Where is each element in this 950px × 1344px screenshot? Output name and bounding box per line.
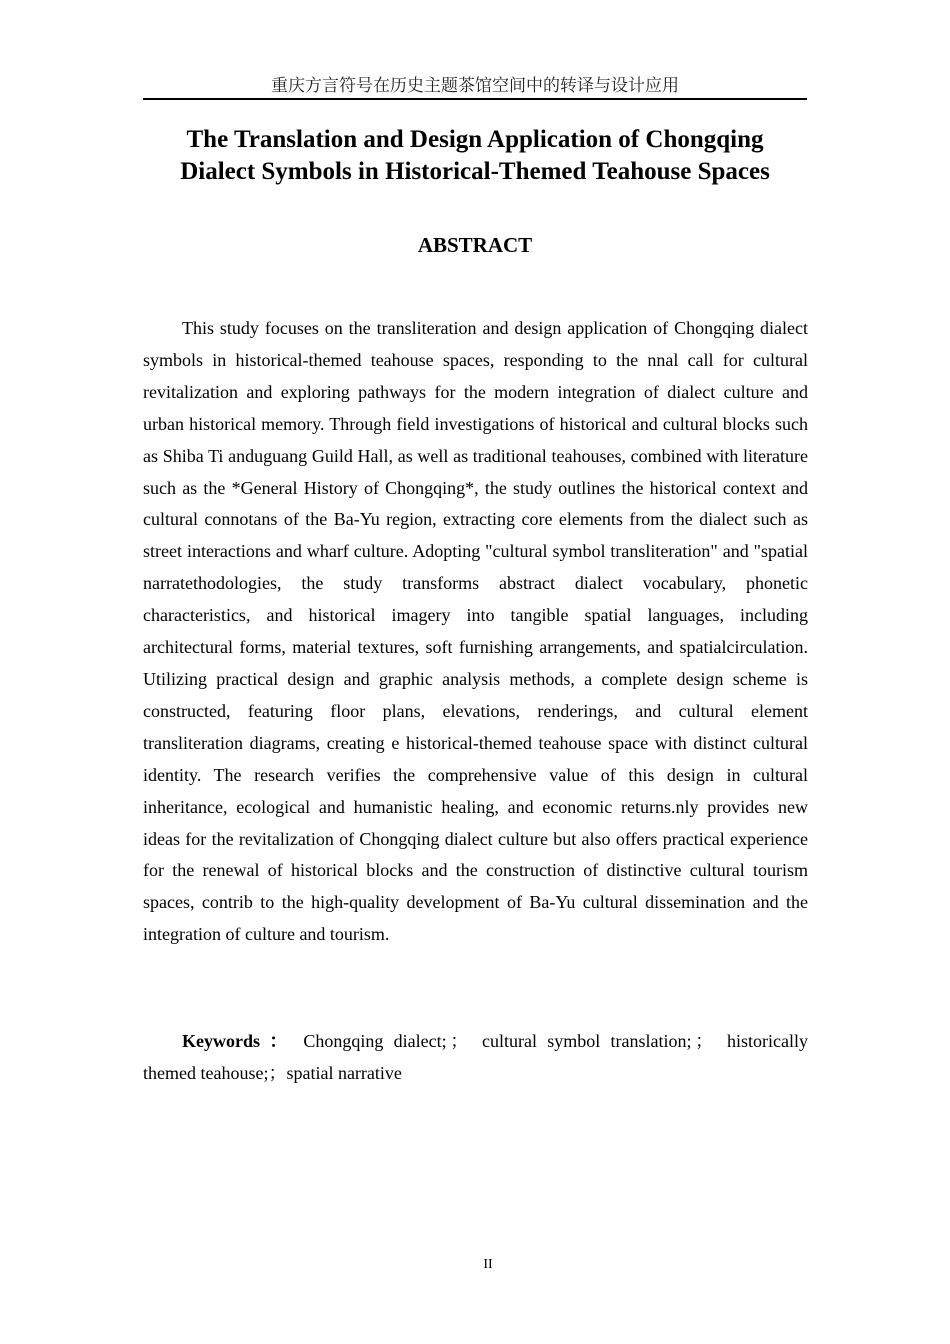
running-header-title: 重庆方言符号在历史主题茶馆空间中的转译与设计应用 [271, 76, 679, 96]
abstract-body: This study focuses on the transliteration and design application of Chongqing dialect symbols in historical-themed teahouse spaces, responding to the nnal call for cultural revitalization and exploring pathways for the modern integration of dialect culture and urban historical memory. Through field investigations of historical and cultural blocks such as Shiba Ti anduguang Guild Hall, as well as traditional teahouses, combined with literature such as the *General History of Chongqing*, the study outlines the historical context and cultural connotans of the Ba-Yu region, extracting core elements from the dialect such as street interactions and wharf culture. Adopting "cultural symbol transliteration" and "spatial narratethodologies, the study transforms abstract dialect vocabulary, phonetic characteristics, and historical imagery into tangible spatial languages, including architectural forms, material textures, soft furnishing arrangements, and spatialcirculation. Utilizing practical design and graphic analysis methods, a complete design scheme is constructed, featuring floor plans, elevations, renderings, and cultural element transliteration diagrams, creating e historical-themed teahouse space with distinct cultural identity. The research verifies the comprehensive value of this design in cultural inheritance, ecological and humanistic healing, and economic returns.nly provides new ideas for the revitalization of Chongqing dialect culture but also offers practical experience for the renewal of historical blocks and the construction of distinctive cultural tourism spaces, contrib to the high-quality development of Ba-Yu cultural dissemination and the integration of culture and tourism. [143, 318, 808, 945]
page-number: II [483, 1257, 493, 1272]
abstract-heading: ABSTRACT [417, 233, 533, 257]
document-title [120, 124, 830, 188]
title-line-1: The Translation and Design Application of Chongqing [186, 126, 764, 153]
keywords-paragraph [143, 1025, 808, 1089]
header-rule [143, 98, 807, 100]
keywords-text: Chongqing dialect; ； cultural symbol translation; ； historically themed teahouse;；spatial narrative [143, 1031, 808, 1083]
keywords-label: Keywords ： [182, 1031, 294, 1051]
title-line-2: Dialect Symbols in Historical-Themed Teahouse Spaces [180, 158, 770, 185]
